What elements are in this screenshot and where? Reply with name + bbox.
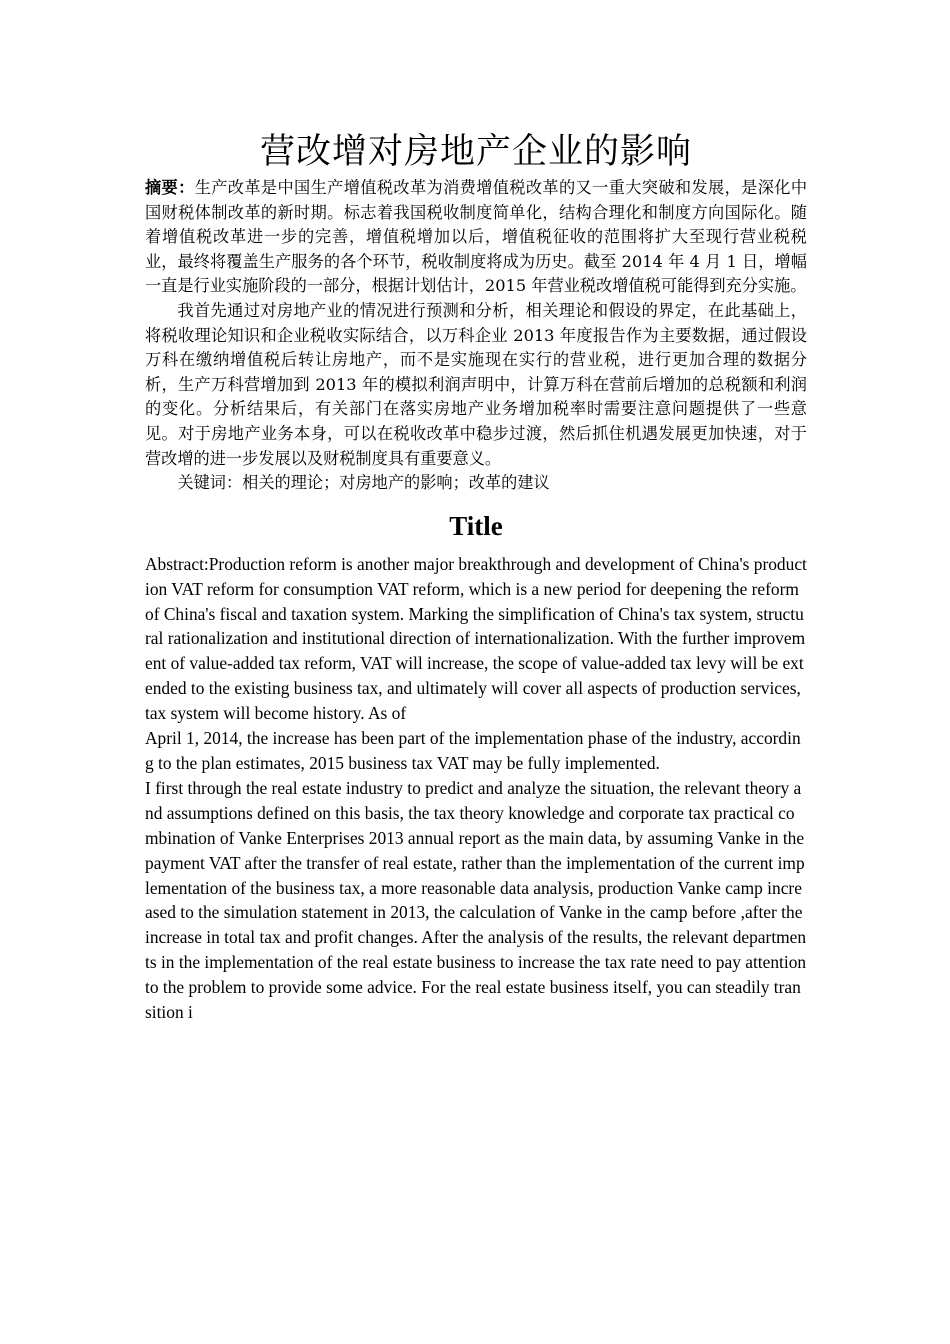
english-abstract-paragraph-1: Abstract:Production reform is another major breakthrough and development of China's production VAT reform for consumption VAT reform, which is a new period for deepening the reform of China's fiscal and taxation system. Marking the simplification of China's tax system, structural rationalization and institutional direction of internationalization. With the further improvement of value-added tax reform, VAT will increase, the scope of value-added tax levy will be extended to the existing business tax, and ultimately will cover all aspects of production services, tax system will become history. As of [145,553,807,724]
keywords-text: 相关的理论；对房地产的影响；改革的建议 [242,473,550,493]
chinese-abstract-text-1: 生产改革是中国生产增值税改革为消费增值税改革的又一重大突破和发展，是深化中国财税体制改革的新时期。标志着我国税收制度简单化，结构合理化和制度方向国际化。随着增值税改革进一步的完善，增值税增加以后，增值税征收的范围将扩大至现行营业税税业，最终将覆盖生产服务的各个环节，税收制度将成为历史。截至 2014 年 4 月 1 日，增幅一直是行业实施阶段的一部分，根据计划估计，2015 年营业税改增值税可能得到充分实施。 [145,178,808,296]
abstract-label: 摘要： [145,178,195,197]
document-content [145,128,807,1025]
english-abstract-paragraph-2: April 1, 2014, the increase has been part of the implementation phase of the industry, according to the plan estimates, 2015 business tax VAT may be fully implemented. [145,728,801,773]
chinese-abstract-paragraph-1 [145,176,807,299]
chinese-title: 营改增对房地产企业的影响 [259,132,692,172]
keywords-label: 关键词： [177,473,243,493]
english-abstract-paragraph-3: I first through the real estate industry to predict and analyze the situation, the relevant theory and assumptions defined on this basis, the tax theory knowledge and corporate tax practical combination of Vanke Enterprises 2013 annual report as the main data, by assuming Vanke in the payment VAT after the transfer of real estate, rather than the implementation of the current implementation of the business tax, a more reasonable data analysis, production Vanke camp increased to the simulation statement in 2013, the calculation of Vanke in the camp before ,after the increase in total tax and profit changes. After the analysis of the results, the relevant departments in the implementation of the real estate business to increase the tax rate need to pay attention to the problem to provide some advice. For the real estate business itself, you can steadily transition i [145,777,807,1023]
english-title: Title [449,510,503,541]
chinese-keywords [145,471,807,496]
chinese-abstract-paragraph-2: 我首先通过对房地产业的情况进行预测和分析，相关理论和假设的界定，在此基础上，将税收理论知识和企业税收实际结合，以万科企业 2013 年度报告作为主要数据，通过假设万科在缴纳增值税后转让房地产，而不是实施现在实行的营业税，进行更加合理的数据分析，生产万科营增加到 2013 年的模拟利润声明中，计算万科在营前后增加的总税额和利润的变化。分析结果后，有关部门在落实房地产业务增加税率时需要注意问题提供了一些意见。对于房地产业务本身，可以在税收改革中稳步过渡，然后抓住机遇发展更加快速，对于营改增的进一步发展以及财税制度具有重要意义。 [145,300,807,468]
